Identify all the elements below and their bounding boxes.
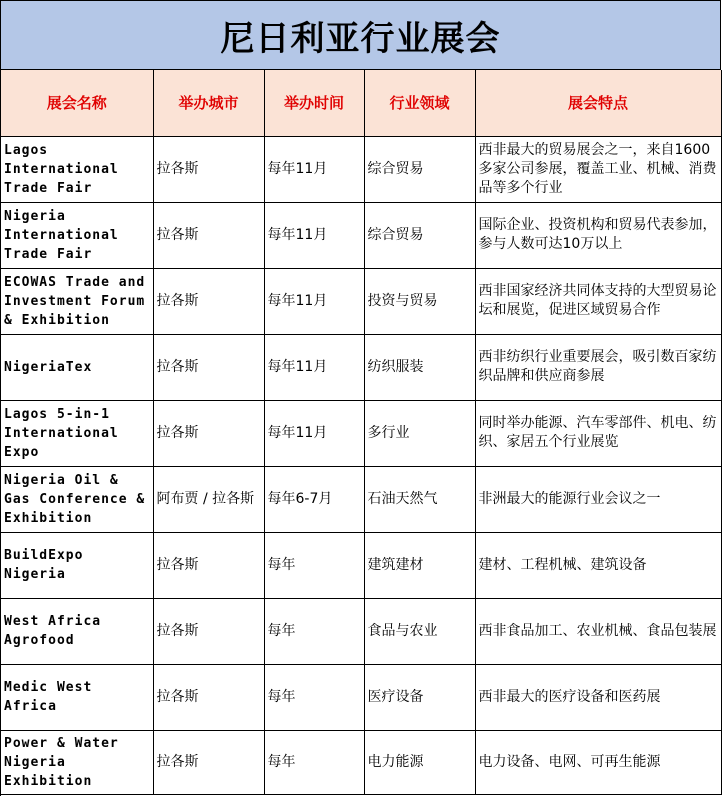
cell-time: 每年11月 xyxy=(264,400,364,466)
table-row xyxy=(1,730,721,794)
cell-feature: 非洲最大的能源行业会议之一 xyxy=(475,466,721,532)
cell-name: Power & Water Nigeria Exhibition xyxy=(1,730,153,794)
cell-industry: 综合贸易 xyxy=(364,136,475,202)
table-row xyxy=(1,202,721,268)
cell-city: 拉各斯 xyxy=(153,202,264,268)
cell-name: Lagos International Trade Fair xyxy=(1,136,153,202)
header-industry: 行业领域 xyxy=(364,70,475,136)
cell-time: 每年11月 xyxy=(264,268,364,334)
cell-industry: 电力能源 xyxy=(364,730,475,794)
cell-time: 每年11月 xyxy=(264,136,364,202)
cell-industry: 多行业 xyxy=(364,400,475,466)
table-row xyxy=(1,598,721,664)
cell-city: 拉各斯 xyxy=(153,730,264,794)
cell-time: 每年 xyxy=(264,664,364,730)
table-row xyxy=(1,466,721,532)
cell-city: 拉各斯 xyxy=(153,532,264,598)
cell-city: 拉各斯 xyxy=(153,598,264,664)
expo-table xyxy=(1,70,722,795)
cell-city: 拉各斯 xyxy=(153,268,264,334)
cell-time: 每年11月 xyxy=(264,334,364,400)
cell-name: Medic West Africa xyxy=(1,664,153,730)
table-row xyxy=(1,532,721,598)
table-row xyxy=(1,268,721,334)
cell-city: 拉各斯 xyxy=(153,334,264,400)
cell-feature: 西非食品加工、农业机械、食品包装展 xyxy=(475,598,721,664)
cell-feature: 电力设备、电网、可再生能源 xyxy=(475,730,721,794)
table-row xyxy=(1,400,721,466)
cell-name: Nigeria International Trade Fair xyxy=(1,202,153,268)
cell-name: Lagos 5-in-1 International Expo xyxy=(1,400,153,466)
cell-name: ECOWAS Trade and Investment Forum & Exhibition xyxy=(1,268,153,334)
cell-industry: 投资与贸易 xyxy=(364,268,475,334)
cell-industry: 综合贸易 xyxy=(364,202,475,268)
cell-city: 拉各斯 xyxy=(153,136,264,202)
cell-feature: 同时举办能源、汽车零部件、机电、纺织、家居五个行业展览 xyxy=(475,400,721,466)
cell-feature: 西非最大的医疗设备和医药展 xyxy=(475,664,721,730)
cell-feature: 西非最大的贸易展会之一，来自1600多家公司参展，覆盖工业、机械、消费品等多个行业 xyxy=(475,136,721,202)
cell-industry: 食品与农业 xyxy=(364,598,475,664)
header-row xyxy=(1,70,721,136)
table-row xyxy=(1,664,721,730)
cell-city: 拉各斯 xyxy=(153,400,264,466)
cell-time: 每年6-7月 xyxy=(264,466,364,532)
cell-name: West Africa Agrofood xyxy=(1,598,153,664)
cell-name: Nigeria Oil & Gas Conference & Exhibition xyxy=(1,466,153,532)
cell-time: 每年11月 xyxy=(264,202,364,268)
cell-industry: 石油天然气 xyxy=(364,466,475,532)
cell-industry: 医疗设备 xyxy=(364,664,475,730)
header-time: 举办时间 xyxy=(264,70,364,136)
cell-feature: 西非国家经济共同体支持的大型贸易论坛和展览，促进区域贸易合作 xyxy=(475,268,721,334)
cell-feature: 建材、工程机械、建筑设备 xyxy=(475,532,721,598)
cell-time: 每年 xyxy=(264,730,364,794)
cell-industry: 纺织服装 xyxy=(364,334,475,400)
header-city: 举办城市 xyxy=(153,70,264,136)
cell-feature: 西非纺织行业重要展会，吸引数百家纺织品牌和供应商参展 xyxy=(475,334,721,400)
cell-city: 拉各斯 xyxy=(153,664,264,730)
sheet-title: 尼日利亚行业展会 xyxy=(1,1,721,70)
cell-name: BuildExpo Nigeria xyxy=(1,532,153,598)
header-feature: 展会特点 xyxy=(475,70,721,136)
table-row xyxy=(1,334,721,400)
table-row xyxy=(1,136,721,202)
cell-feature: 国际企业、投资机构和贸易代表参加，参与人数可达10万以上 xyxy=(475,202,721,268)
cell-time: 每年 xyxy=(264,598,364,664)
cell-time: 每年 xyxy=(264,532,364,598)
cell-industry: 建筑建材 xyxy=(364,532,475,598)
cell-name: NigeriaTex xyxy=(1,334,153,400)
cell-city: 阿布贾 / 拉各斯 xyxy=(153,466,264,532)
header-name: 展会名称 xyxy=(1,70,153,136)
